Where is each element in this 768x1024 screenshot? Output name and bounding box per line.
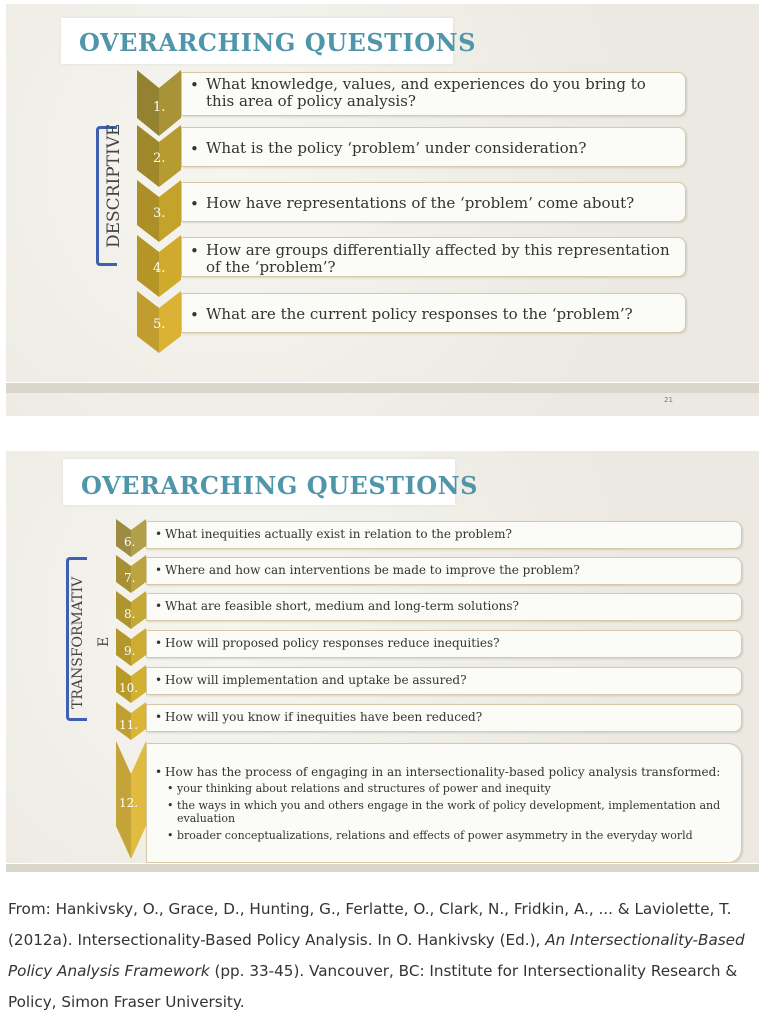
slide-bottom-bar: [6, 863, 759, 872]
sub-question-text: your thinking about relations and structures of power and inequity: [177, 782, 551, 795]
sub-bullet-icon: •: [167, 782, 174, 795]
question-number: 11.: [119, 718, 139, 732]
question-number: 4.: [153, 261, 166, 276]
question-text: What are feasible short, medium and long-term solutions?: [165, 599, 519, 613]
bullet-icon: •: [155, 765, 163, 779]
question-number: 7.: [124, 571, 136, 585]
question-number: 10.: [119, 681, 139, 695]
question-box: [181, 293, 686, 333]
question-box: [146, 630, 742, 658]
bullet-icon: •: [155, 599, 163, 613]
question-box: [146, 667, 742, 695]
question-box: [146, 704, 742, 732]
question-text: How will implementation and uptake be assured?: [165, 673, 467, 687]
slide-22: [6, 451, 759, 871]
question-text: What are the current policy responses to the ‘problem’?: [206, 305, 633, 323]
question-text: Where and how can interventions be made to improve the problem?: [165, 563, 580, 577]
question-text: How will you know if inequities have been reduced?: [165, 710, 483, 724]
sub-question-text: the ways in which you and others engage in the work of policy development, implementation and evaluation: [177, 799, 721, 825]
question-box: [181, 127, 686, 167]
question-box: [146, 593, 742, 621]
question-text: How has the process of engaging in an intersectionality-based policy analysis transformed:: [165, 765, 721, 779]
question-number: 3.: [153, 206, 166, 221]
bullet-icon: •: [190, 195, 199, 213]
sub-question-text: broader conceptualizations, relations and effects of power asymmetry in the everyday world: [177, 829, 693, 842]
question-box: [181, 237, 686, 277]
bullet-icon: •: [155, 636, 163, 650]
bullet-icon: •: [190, 306, 199, 324]
transformative-label-line1: TRANSFORMATIV: [70, 576, 86, 709]
slide-21: [6, 4, 759, 416]
bullet-icon: •: [190, 140, 199, 158]
bullet-icon: •: [155, 527, 163, 541]
question-number: 12.: [119, 796, 139, 810]
bullet-icon: •: [190, 242, 199, 260]
question-number: 6.: [124, 535, 136, 549]
question-text: How will proposed policy responses reduce inequities?: [165, 636, 500, 650]
bullet-icon: •: [155, 563, 163, 577]
citation-part1: From: Hankivsky, O., Grace, D., Hunting, G., Ferlatte, O., Clark, N., Fridkin, A., ... & Laviolette, T. (2012a). Intersectionality-Based Policy Analysis. In O. Hankivsky (Ed.),: [8, 900, 732, 949]
bullet-icon: •: [155, 673, 163, 687]
slide-title: OVERARCHING QUESTIONS: [79, 28, 476, 57]
bullet-icon: •: [190, 76, 199, 94]
citation-part2: (pp. 33-45). Vancouver, BC: Institute for Intersectionality Research & Policy, Simon Fraser University.: [8, 962, 738, 1011]
question-box-12: [146, 743, 742, 863]
slide-bottom-bar: [6, 382, 759, 393]
question-text: What knowledge, values, and experiences do you bring to this area of policy analysis?: [206, 75, 646, 110]
sub-bullet-icon: •: [167, 829, 174, 842]
question-text: What is the policy ‘problem’ under consideration?: [206, 139, 587, 157]
transformative-label-line2: E: [96, 636, 112, 647]
question-box: [146, 557, 742, 585]
citation-caption: [8, 894, 760, 1018]
slide-title-box: [63, 459, 478, 505]
question-box: [146, 521, 742, 549]
question-text: How are groups differentially affected by this representation of the ‘problem’?: [206, 241, 670, 276]
bullet-icon: •: [155, 710, 163, 724]
slide-title-box: [61, 18, 476, 64]
question-text: What inequities actually exist in relation to the problem?: [165, 527, 512, 541]
slide-title: OVERARCHING QUESTIONS: [81, 471, 478, 500]
citation-book-title: An Intersectionality-Based Policy Analysis Framework: [8, 931, 745, 980]
question-text: How have representations of the ‘problem’ come about?: [206, 194, 635, 212]
question-box: [181, 72, 686, 116]
page-number: 21: [664, 396, 673, 404]
question-number: 9.: [124, 644, 136, 658]
question-box: [181, 182, 686, 222]
question-number: 5.: [153, 317, 166, 332]
sub-bullet-icon: •: [167, 799, 174, 812]
descriptive-label: DESCRIPTIVE: [104, 123, 124, 248]
question-number: 8.: [124, 607, 136, 621]
question-number: 2.: [153, 151, 166, 166]
question-number: 1.: [153, 100, 166, 115]
